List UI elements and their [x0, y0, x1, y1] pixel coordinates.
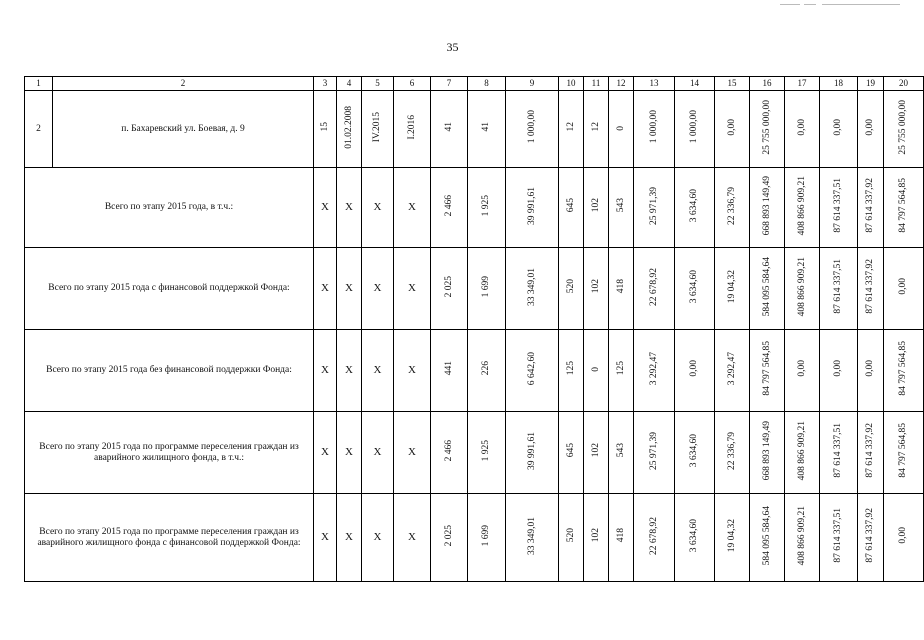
- cell-value: 25 971,39: [648, 431, 659, 470]
- cross-mark: Х: [408, 446, 416, 459]
- table-cell: [634, 330, 675, 412]
- cell-value: 15: [319, 122, 330, 132]
- cell-value: 2 466: [443, 439, 454, 462]
- table-cell: [506, 168, 559, 248]
- table-cell: [750, 248, 785, 330]
- table-cell: [750, 91, 785, 168]
- cross-mark: Х: [373, 531, 382, 544]
- cell-value: I.2016: [406, 114, 417, 140]
- table-cell: [559, 248, 584, 330]
- cell-value: 25 755 000,00: [898, 99, 909, 155]
- row-label: Всего по этапу 2015 года по программе переселения граждан из аварийного жилищного фонда с финансовой поддержкой Фонда:: [25, 494, 314, 582]
- cell-value: 0,00: [898, 278, 909, 295]
- table-row: [25, 412, 924, 494]
- cross-mark: Х: [345, 282, 353, 295]
- table-cell: [394, 168, 431, 248]
- table-cell: [609, 494, 634, 582]
- cell-value: 22 678,92: [648, 267, 659, 306]
- table-cell: [609, 168, 634, 248]
- table-cell: [362, 412, 394, 494]
- cell-value: 441: [443, 361, 454, 376]
- table-cell: [858, 412, 884, 494]
- cell-value: 584 095 584,64: [761, 505, 772, 566]
- table-cell: [394, 330, 431, 412]
- cell-value: 418: [615, 279, 626, 294]
- table-cell: [820, 330, 858, 412]
- table-cell: [468, 168, 506, 248]
- cell-value: 22 678,92: [648, 516, 659, 555]
- table-row: [25, 91, 924, 168]
- table-cell: [884, 91, 924, 168]
- table-cell: [468, 412, 506, 494]
- table-cell: [634, 494, 675, 582]
- cell-value: 418: [615, 528, 626, 543]
- table-cell: [394, 248, 431, 330]
- table-cell: [884, 330, 924, 412]
- table-cell: [506, 494, 559, 582]
- table-cell: [314, 330, 337, 412]
- table-cell: [468, 248, 506, 330]
- row-label: Всего по этапу 2015 года по программе переселения граждан из аварийного жилищного фонда, в т.ч.:: [25, 412, 314, 494]
- table-cell: [362, 168, 394, 248]
- table-cell: [394, 412, 431, 494]
- table-cell: [634, 91, 675, 168]
- header-cell: 12: [609, 77, 634, 91]
- row-label: Всего по этапу 2015 года с финансовой поддержкой Фонда:: [25, 248, 314, 330]
- cell-value: 6 642,60: [526, 351, 537, 386]
- cell-value: 408 866 909,21: [796, 175, 807, 236]
- table-cell: [858, 248, 884, 330]
- table-cell: [884, 412, 924, 494]
- table-cell: [785, 330, 820, 412]
- table-cell: [431, 494, 468, 582]
- table-cell: [431, 248, 468, 330]
- table-cell: [858, 91, 884, 168]
- table-cell: [559, 168, 584, 248]
- table-cell: [634, 412, 675, 494]
- scan-mark: [822, 4, 900, 5]
- table-cell: [431, 330, 468, 412]
- cell-value: 520: [565, 528, 576, 543]
- header-cell: 6: [394, 77, 431, 91]
- cell-value: 0: [615, 125, 626, 131]
- table-cell: [394, 494, 431, 582]
- cross-mark: Х: [408, 282, 416, 295]
- table-cell: [314, 494, 337, 582]
- cell-value: 3 292,47: [726, 351, 737, 386]
- header-cell: 7: [431, 77, 468, 91]
- cell-value: 668 893 149,49: [761, 175, 772, 236]
- cell-value: 520: [565, 279, 576, 294]
- cell-value: 408 866 909,21: [796, 420, 807, 481]
- cross-mark: Х: [321, 531, 329, 544]
- cell-value: 3 634,60: [689, 188, 700, 223]
- cell-value: 1 000,00: [648, 110, 659, 144]
- cell-value: 87 614 337,92: [865, 259, 876, 314]
- cell-value: 2 025: [443, 524, 454, 547]
- cell-value: 0,00: [865, 118, 876, 136]
- cell-value: 84 797 564,85: [898, 423, 909, 478]
- cell-value: 584 095 584,64: [761, 256, 772, 317]
- table-cell: [715, 168, 750, 248]
- table-cell: [715, 412, 750, 494]
- table-cell: [559, 412, 584, 494]
- scan-mark: [804, 4, 816, 5]
- header-cell: 9: [506, 77, 559, 91]
- cross-mark: Х: [345, 201, 353, 214]
- table-cell: [820, 248, 858, 330]
- cell-value: 84 797 564,85: [898, 341, 909, 396]
- cell-value: 0,00: [898, 527, 909, 544]
- header-cell: 16: [750, 77, 785, 91]
- table-cell: [675, 168, 715, 248]
- cell-value: 0,00: [833, 118, 844, 136]
- table-cell: [314, 91, 337, 168]
- scan-mark: [780, 4, 800, 5]
- table-cell: [785, 494, 820, 582]
- cell-value: IV.2015: [372, 111, 383, 143]
- table-cell: [362, 248, 394, 330]
- cell-value: 87 614 337,51: [833, 508, 844, 563]
- cell-value: 3 292,47: [648, 351, 659, 386]
- table-cell: [750, 330, 785, 412]
- table-cell: [634, 248, 675, 330]
- cell-value: 408 866 909,21: [796, 505, 807, 566]
- table-cell: [820, 494, 858, 582]
- table-cell: [337, 412, 362, 494]
- cell-value: 12: [590, 122, 601, 132]
- table-row: [25, 248, 924, 330]
- cross-mark: Х: [321, 446, 329, 459]
- table-cell: [609, 91, 634, 168]
- cell-value: 87 614 337,92: [865, 423, 876, 478]
- cross-mark: Х: [408, 531, 416, 544]
- table-cell: [785, 248, 820, 330]
- cell-value: 125: [615, 361, 626, 376]
- cell-value: 3 634,60: [689, 433, 700, 468]
- cell-value: 25 755 000,00: [761, 99, 772, 155]
- cell-value: 87 614 337,51: [833, 259, 844, 314]
- cross-mark: Х: [373, 201, 382, 214]
- cell-value: 12: [565, 122, 576, 132]
- table-cell: [468, 91, 506, 168]
- header-cell: 19: [858, 77, 884, 91]
- header-cell: 4: [337, 77, 362, 91]
- table-cell: [715, 91, 750, 168]
- table-row: [25, 330, 924, 412]
- row-label: Всего по этапу 2015 года без финансовой поддержки Фонда:: [25, 330, 314, 412]
- table-row: [25, 494, 924, 582]
- table-cell: [337, 330, 362, 412]
- table-cell: [634, 168, 675, 248]
- cell-value: 125: [565, 361, 576, 376]
- header-cell: 2: [53, 77, 314, 91]
- data-table: [24, 76, 924, 582]
- table-cell: [675, 412, 715, 494]
- table-cell: [468, 494, 506, 582]
- cell-value: 3 634,60: [689, 518, 700, 553]
- header-cell: 13: [634, 77, 675, 91]
- cell-value: 25 971,39: [648, 186, 659, 225]
- table-cell: [609, 330, 634, 412]
- table-cell: [337, 494, 362, 582]
- table-cell: [506, 330, 559, 412]
- header-cell: 17: [785, 77, 820, 91]
- table-cell: [858, 168, 884, 248]
- cell-value: 1 000,00: [689, 110, 700, 144]
- cross-mark: Х: [373, 364, 382, 377]
- cell-value: 01.02.2008: [343, 105, 354, 149]
- table-cell: [584, 494, 609, 582]
- table-cell: [750, 168, 785, 248]
- table-cell: [750, 412, 785, 494]
- cross-mark: Х: [408, 364, 416, 377]
- cell-value: 645: [565, 198, 576, 213]
- cell-value: 0: [590, 367, 601, 373]
- table-cell: [559, 91, 584, 168]
- header-cell: 18: [820, 77, 858, 91]
- header-cell: 14: [675, 77, 715, 91]
- table-cell: [584, 330, 609, 412]
- cell-value: 3 634,60: [689, 269, 700, 304]
- table-cell: [584, 91, 609, 168]
- cell-value: 1 699: [481, 524, 492, 547]
- table-cell: [884, 248, 924, 330]
- table-cell: [337, 91, 362, 168]
- table-cell: [715, 330, 750, 412]
- table-cell: [337, 248, 362, 330]
- table-cell: [506, 91, 559, 168]
- cell-value: 2 466: [443, 194, 454, 217]
- table-cell: [884, 494, 924, 582]
- cell-value: 87 614 337,92: [865, 178, 876, 233]
- cell-value: 102: [590, 198, 601, 213]
- table-cell: [820, 168, 858, 248]
- cross-mark: Х: [373, 282, 382, 295]
- table-cell: [785, 91, 820, 168]
- cross-mark: Х: [408, 201, 416, 214]
- cell-value: 0,00: [796, 118, 807, 136]
- cell-value: 0,00: [796, 360, 807, 377]
- cross-mark: Х: [345, 446, 353, 459]
- cell-value: 39 991,61: [526, 431, 537, 470]
- row-number: 2: [25, 91, 53, 168]
- cell-value: 87 614 337,51: [833, 423, 844, 478]
- table-cell: [506, 248, 559, 330]
- table-cell: [750, 494, 785, 582]
- cross-mark: Х: [321, 201, 329, 214]
- cell-value: 1 699: [481, 275, 492, 298]
- header-cell: 5: [362, 77, 394, 91]
- cell-value: 102: [590, 443, 601, 458]
- header-cell: 8: [468, 77, 506, 91]
- cell-value: 645: [565, 443, 576, 458]
- table-cell: [314, 412, 337, 494]
- cell-value: 22 336,79: [726, 186, 737, 225]
- cross-mark: Х: [373, 446, 382, 459]
- table-cell: [314, 168, 337, 248]
- header-cell: 10: [559, 77, 584, 91]
- table-cell: [431, 412, 468, 494]
- table-cell: [609, 412, 634, 494]
- cell-value: 1 925: [481, 194, 492, 217]
- table-cell: [858, 494, 884, 582]
- table-row: [25, 168, 924, 248]
- table-cell: [584, 412, 609, 494]
- cell-value: 2 025: [443, 275, 454, 298]
- cell-value: 1 925: [481, 439, 492, 462]
- table-cell: [431, 168, 468, 248]
- cell-value: 41: [443, 122, 454, 132]
- header-cell: 1: [25, 77, 53, 91]
- cell-value: 0,00: [689, 360, 700, 377]
- cell-value: 226: [481, 361, 492, 376]
- cell-value: 543: [615, 443, 626, 458]
- table-cell: [820, 91, 858, 168]
- cell-value: 408 866 909,21: [796, 256, 807, 317]
- table-cell: [820, 412, 858, 494]
- cell-value: 22 336,79: [726, 431, 737, 470]
- cross-mark: Х: [345, 531, 353, 544]
- cell-value: 84 797 564,85: [761, 341, 772, 396]
- header-cell: 20: [884, 77, 924, 91]
- page-number: 35: [446, 40, 459, 54]
- table-cell: [584, 248, 609, 330]
- cell-value: 0,00: [865, 360, 876, 377]
- cross-mark: Х: [321, 282, 329, 295]
- cell-value: 41: [481, 122, 492, 132]
- cell-value: 84 797 564,85: [898, 178, 909, 233]
- cell-value: 1 000,00: [526, 110, 537, 144]
- cell-value: 19 04,32: [726, 269, 737, 304]
- cell-value: 39 991,61: [526, 186, 537, 225]
- table-cell: [858, 330, 884, 412]
- cell-value: 33 349,01: [526, 516, 537, 555]
- cell-value: 668 893 149,49: [761, 420, 772, 481]
- table-cell: [559, 494, 584, 582]
- table-cell: [394, 91, 431, 168]
- cross-mark: Х: [345, 364, 353, 377]
- table-cell: [715, 248, 750, 330]
- table-cell: [675, 248, 715, 330]
- table-cell: [884, 168, 924, 248]
- cell-value: 19 04,32: [726, 518, 737, 553]
- cell-value: 543: [615, 198, 626, 213]
- table-cell: [785, 168, 820, 248]
- header-row: [25, 77, 924, 91]
- table-cell: [785, 412, 820, 494]
- header-cell: 3: [314, 77, 337, 91]
- cross-mark: Х: [321, 364, 329, 377]
- table-cell: [506, 412, 559, 494]
- cell-value: 0,00: [833, 360, 844, 377]
- table-cell: [362, 494, 394, 582]
- cell-value: 102: [590, 528, 601, 543]
- table-cell: [362, 330, 394, 412]
- table-cell: [584, 168, 609, 248]
- table-cell: [715, 494, 750, 582]
- table-cell: [675, 91, 715, 168]
- table-cell: [314, 248, 337, 330]
- table-cell: [559, 330, 584, 412]
- cell-value: 102: [590, 279, 601, 294]
- table-cell: [609, 248, 634, 330]
- cell-value: 87 614 337,51: [833, 178, 844, 233]
- table-cell: [337, 168, 362, 248]
- row-label: п. Бахаревский ул. Боевая, д. 9: [53, 91, 314, 168]
- header-cell: 11: [584, 77, 609, 91]
- table-cell: [675, 494, 715, 582]
- row-label: Всего по этапу 2015 года, в т.ч.:: [25, 168, 314, 248]
- cell-value: 87 614 337,92: [865, 508, 876, 563]
- cell-value: 33 349,01: [526, 267, 537, 306]
- table-cell: [675, 330, 715, 412]
- table-cell: [431, 91, 468, 168]
- table-cell: [468, 330, 506, 412]
- header-cell: 15: [715, 77, 750, 91]
- table-cell: [362, 91, 394, 168]
- cell-value: 0,00: [726, 118, 737, 136]
